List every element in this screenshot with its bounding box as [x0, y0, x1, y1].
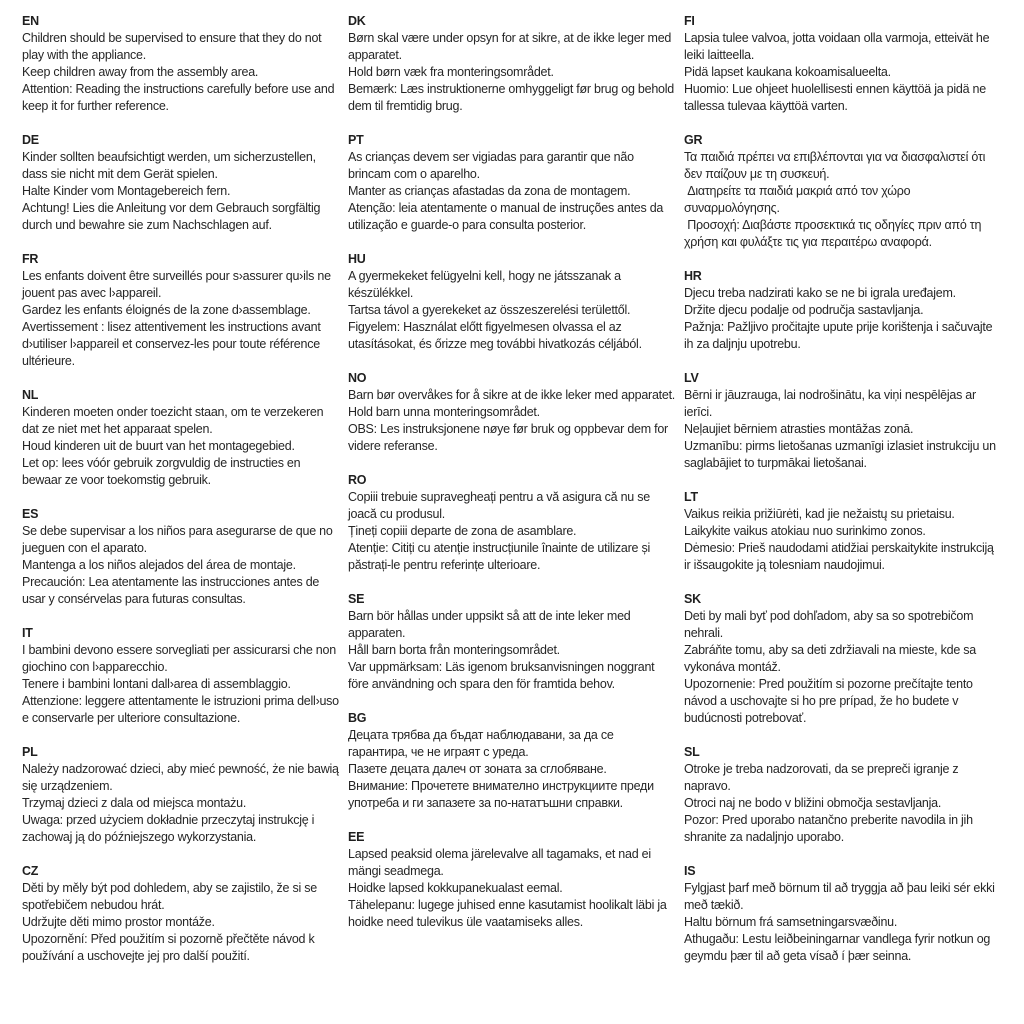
sentence-list: [22, 268, 340, 370]
instruction-sentence: Hold barn unna monteringsområdet.: [348, 405, 540, 419]
language-block: [22, 863, 348, 965]
instruction-sentence: Пазете децата далеч от зоната за сглобяване.: [348, 762, 607, 776]
language-code: SE: [348, 592, 365, 606]
instruction-sentence: Otroci naj ne bodo v bližini območja sestavljanja.: [684, 796, 942, 810]
language-code: LT: [684, 490, 698, 504]
language-block: [22, 744, 348, 846]
instruction-sentence: Fylgjast þarf með börnum til að tryggja að þau leiki sér ekki með tækið.: [684, 881, 998, 912]
language-code: NL: [22, 388, 39, 402]
instruction-sentence: Barn bör hållas under uppsikt så att de inte leker med apparaten.: [348, 609, 634, 640]
language-block: [684, 132, 1010, 251]
instruction-sentence: Držite djecu podalje od područja sastavljanja.: [684, 303, 924, 317]
sentence-list: [348, 149, 676, 234]
instruction-sentence: Atenção: leia atentamente o manual de instruções antes da utilização e guarde-o para consulta posterior.: [348, 201, 667, 232]
instruction-sentence: Kinderen moeten onder toezicht staan, om te verzekeren dat ze niet met het apparaat spelen.: [22, 405, 327, 436]
language-block: [348, 591, 684, 693]
sentence-list: [348, 387, 676, 455]
instruction-sentence: Upozornenie: Pred použitím si pozorne prečítajte tento návod a uschovajte si ho pre prípad, že ho budete v budúcnosti potrebovať.: [684, 677, 976, 725]
instruction-sentence: Udržujte děti mimo prostor montáže.: [22, 915, 215, 929]
instruction-sentence: Uzmanību: pirms lietošanas uzmanīgi izlasiet instrukciju un saglabājiet to turpmākai lietošanai.: [684, 439, 1000, 470]
instruction-sentence: Pozor: Pred uporabo natančno preberite navodila in jih shranite za nadaljnjo uporabo.: [684, 813, 977, 844]
language-code: IT: [22, 626, 33, 640]
instruction-sentence: Bērni ir jāuzrauga, lai nodrošinātu, ka viņi nespēlējas ar ierīci.: [684, 388, 980, 419]
instruction-sentence: Avertissement : lisez attentivement les instructions avant d›utiliser l›appareil et conservez-les pour toute référence ultérieure.: [22, 320, 324, 368]
language-code: GR: [684, 133, 703, 147]
instruction-sentence: Attenzione: leggere attentamente le istruzioni prima dell›uso e conservarle per ulteriore consultazione.: [22, 694, 343, 725]
sentence-list: [684, 761, 1002, 846]
language-block: [348, 710, 684, 812]
language-block: [22, 506, 348, 608]
instruction-sentence: Pažnja: Pažljivo pročitajte upute prije korištenja i sačuvajte ih za daljnju upotrebu.: [684, 320, 996, 351]
language-block: [348, 251, 684, 353]
instruction-sentence: Děti by měly být pod dohledem, aby se zajistilo, že si se spotřebičem nebudou hrát.: [22, 881, 321, 912]
language-code: NO: [348, 371, 367, 385]
language-block: [22, 251, 348, 370]
instruction-sentence: Achtung! Lies die Anleitung vor dem Gebrauch sorgfältig durch und bewahre sie zum Nachschlagen auf.: [22, 201, 324, 232]
instruction-sentence: Børn skal være under opsyn for at sikre, at de ikke leger med apparatet.: [348, 31, 675, 62]
sentence-list: [348, 727, 676, 812]
instruction-sentence: Vaikus reikia prižiūrėti, kad jie nežaistų su prietaisu.: [684, 507, 955, 521]
instruction-sentence: Attention: Reading the instructions carefully before use and keep it for further reference.: [22, 82, 338, 113]
instruction-sentence: Copiii trebuie supravegheați pentru a vă asigura că nu se joacă cu produsul.: [348, 490, 654, 521]
language-code: RO: [348, 473, 367, 487]
sentence-list: [22, 149, 340, 234]
instruction-sentence: Let op: lees vóór gebruik zorgvuldig de instructies en bewaar ze voor toekomstig gebruik.: [22, 456, 304, 487]
language-code: BG: [348, 711, 367, 725]
instruction-sentence: Figyelem: Használat előtt figyelmesen olvassa el az utasításokat, és őrizze meg további hivatkozás céljából.: [348, 320, 642, 351]
instruction-sentence: A gyermekeket felügyelni kell, hogy ne játsszanak a készülékkel.: [348, 269, 625, 300]
language-code: IS: [684, 864, 696, 878]
instruction-sentence: Należy nadzorować dzieci, aby mieć pewność, że nie bawią się urządzeniem.: [22, 762, 342, 793]
language-block: [684, 13, 1010, 115]
language-block: [22, 625, 348, 727]
instruction-sentence: Children should be supervised to ensure that they do not play with the appliance.: [22, 31, 325, 62]
instruction-sentence: Hold børn væk fra monteringsområdet.: [348, 65, 554, 79]
sentence-list: [684, 30, 1002, 115]
instruction-sentence: Barn bør overvåkes for å sikre at de ikke leker med apparatet.: [348, 388, 676, 402]
instruction-sentence: As crianças devem ser vigiadas para garantir que não brincam com o aparelho.: [348, 150, 638, 181]
language-block: [348, 370, 684, 455]
sentence-list: [348, 846, 676, 931]
instruction-sentence: Kinder sollten beaufsichtigt werden, um sicherzustellen, dass sie nicht mit dem Gerät spielen.: [22, 150, 320, 181]
language-block: [22, 132, 348, 234]
language-block: [22, 387, 348, 489]
instruction-sentence: Otroke je treba nadzorovati, da se prepreči igranje z napravo.: [684, 762, 962, 793]
sentence-list: [348, 489, 676, 574]
instruction-sentence: Precaución: Lea atentamente las instrucciones antes de usar y consérvelas para futuras consultas.: [22, 575, 323, 606]
instruction-sentence: Manter as crianças afastadas da zona de montagem.: [348, 184, 631, 198]
language-code: DK: [348, 14, 366, 28]
sentence-list: [22, 880, 340, 965]
instruction-sentence: Zabráňte tomu, aby sa deti zdržiavali na mieste, kde sa vykonáva montáž.: [684, 643, 980, 674]
instruction-sentence: Upozornění: Před použitím si pozorně přečtěte návod k používání a uschovejte jej pro další použití.: [22, 932, 318, 963]
instruction-sentence: Προσοχή: Διαβάστε προσεκτικά τις οδηγίες πριν από τη χρήση και φυλάξτε τις για περαιτέρω αναφορά.: [684, 218, 985, 249]
instruction-sentence: Neļaujiet bērniem atrasties montāžas zonā.: [684, 422, 914, 436]
instruction-sentence: Bemærk: Læs instruktionerne omhyggeligt før brug og behold dem til fremtidig brug.: [348, 82, 678, 113]
sentence-list: [22, 30, 340, 115]
language-code: ES: [22, 507, 39, 521]
language-block: [348, 472, 684, 574]
instruction-sentence: Trzymaj dzieci z dala od miejsca montażu.: [22, 796, 247, 810]
sentence-list: [684, 880, 1002, 965]
text-column-2: [348, 13, 684, 1024]
instruction-sentence: Houd kinderen uit de buurt van het montagegebied.: [22, 439, 295, 453]
language-block: [684, 744, 1010, 846]
language-code: DE: [22, 133, 39, 147]
language-code: HU: [348, 252, 366, 266]
sentence-list: [22, 404, 340, 489]
sentence-list: [348, 30, 676, 115]
instruction-sentence: Lapsia tulee valvoa, jotta voidaan olla varmoja, etteivät he leiki laitteella.: [684, 31, 993, 62]
instruction-sentence: Tartsa távol a gyerekeket az összeszerelési területtől.: [348, 303, 631, 317]
language-code: SK: [684, 592, 701, 606]
instruction-sentence: Hoidke lapsed kokkupanekualast eemal.: [348, 881, 563, 895]
language-code: PT: [348, 133, 364, 147]
instruction-sentence: Halte Kinder vom Montagebereich fern.: [22, 184, 231, 198]
instruction-sentence: Dėmesio: Prieš naudodami atidžiai perskaitykite instrukciją ir išsaugokite ją tolesniam naudojimui.: [684, 541, 997, 572]
instruction-sentence: Tähelepanu: lugege juhised enne kasutamist hoolikalt läbi ja hoidke need tulevikus üle vaatamiseks alles.: [348, 898, 670, 929]
instruction-sentence: Les enfants doivent être surveillés pour s›assurer qu›ils ne jouent pas avec l›appareil.: [22, 269, 335, 300]
sentence-list: [684, 608, 1002, 727]
language-block: [684, 863, 1010, 965]
instruction-sentence: Deti by mali byť pod dohľadom, aby sa so spotrebičom nehrali.: [684, 609, 977, 640]
instruction-sentence: Var uppmärksam: Läs igenom bruksanvisningen noggrant före användning och spara den för framtida behov.: [348, 660, 658, 691]
language-code: SL: [684, 745, 700, 759]
sentence-list: [684, 506, 1002, 574]
language-code: EN: [22, 14, 39, 28]
instruction-sentence: Håll barn borta från monteringsområdet.: [348, 643, 560, 657]
instruction-sentence: Athugaðu: Lestu leiðbeiningarnar vandlega fyrir notkun og geymdu þær til að geta vísað í þær seinna.: [684, 932, 994, 963]
language-block: [684, 268, 1010, 353]
sentence-list: [684, 387, 1002, 472]
instruction-sentence: Se debe supervisar a los niños para asegurarse de que no jueguen con el aparato.: [22, 524, 336, 555]
instruction-sentence: Țineți copiii departe de zona de asamblare.: [348, 524, 577, 538]
sentence-list: [348, 268, 676, 353]
language-block: [348, 829, 684, 931]
instruction-sentence: Uwaga: przed użyciem dokładnie przeczytaj instrukcję i zachowaj ją do późniejszego wykorzystania.: [22, 813, 318, 844]
language-block: [348, 13, 684, 115]
language-block: [684, 489, 1010, 574]
sentence-list: [22, 642, 343, 727]
sentence-list: [348, 608, 676, 693]
instruction-sentence: Laikykite vaikus atokiau nuo surinkimo zonos.: [684, 524, 926, 538]
instruction-sentence: Внимание: Прочетете внимателно инструкциите преди употреба и ги запазете за по-нататъшни справки.: [348, 779, 658, 810]
text-column-1: [22, 13, 348, 1024]
language-block: [684, 591, 1010, 727]
instruction-sentence: Децата трябва да бъдат наблюдавани, за да се гарантира, че не играят с уреда.: [348, 728, 617, 759]
sentence-list: [684, 149, 1002, 251]
language-code: PL: [22, 745, 38, 759]
instruction-sentence: Διατηρείτε τα παιδιά μακριά από τον χώρο συναρμολόγησης.: [684, 184, 914, 215]
instruction-sentence: Atenție: Citiți cu atenție instrucțiunile înainte de utilizare și păstrați-le pentru referințe ulterioare.: [348, 541, 654, 572]
language-code: FI: [684, 14, 695, 28]
language-block: [348, 132, 684, 234]
instruction-sentence: Gardez les enfants éloignés de la zone d›assemblage.: [22, 303, 311, 317]
sentence-list: [684, 285, 1002, 353]
language-code: EE: [348, 830, 365, 844]
text-column-3: [684, 13, 1010, 1024]
sentence-list: [22, 761, 340, 846]
language-code: CZ: [22, 864, 39, 878]
instruction-sentence: Pidä lapset kaukana kokoamisalueelta.: [684, 65, 891, 79]
language-code: HR: [684, 269, 702, 283]
instruction-sentence: Djecu treba nadzirati kako se ne bi igrala uređajem.: [684, 286, 956, 300]
language-code: FR: [22, 252, 39, 266]
instruction-sentence: Lapsed peaksid olema järelevalve all tagamaks, et nad ei mängi seadmega.: [348, 847, 655, 878]
language-block: [684, 370, 1010, 472]
instruction-sentence: Haltu börnum frá samsetningarsvæðinu.: [684, 915, 898, 929]
instruction-sentence: OBS: Les instruksjonene nøye før bruk og oppbevar dem for videre referanse.: [348, 422, 672, 453]
language-code: LV: [684, 371, 699, 385]
sentence-list: [22, 523, 340, 608]
instruction-sentence: I bambini devono essere sorvegliati per assicurarsi che non giochino con l›apparecchio.: [22, 643, 340, 674]
instruction-sentence: Mantenga a los niños alejados del área de montaje.: [22, 558, 296, 572]
language-block: [22, 13, 348, 115]
instruction-sentence: Τα παιδιά πρέπει να επιβλέπονται για να διασφαλιστεί ότι δεν παίζουν με τη συσκευή.: [684, 150, 989, 181]
instruction-sentence: Tenere i bambini lontani dall›area di assemblaggio.: [22, 677, 291, 691]
instruction-sentence: Huomio: Lue ohjeet huolellisesti ennen käyttöä ja pidä ne tallessa tulevaa käyttöä varten.: [684, 82, 990, 113]
instruction-sentence: Keep children away from the assembly area.: [22, 65, 259, 79]
